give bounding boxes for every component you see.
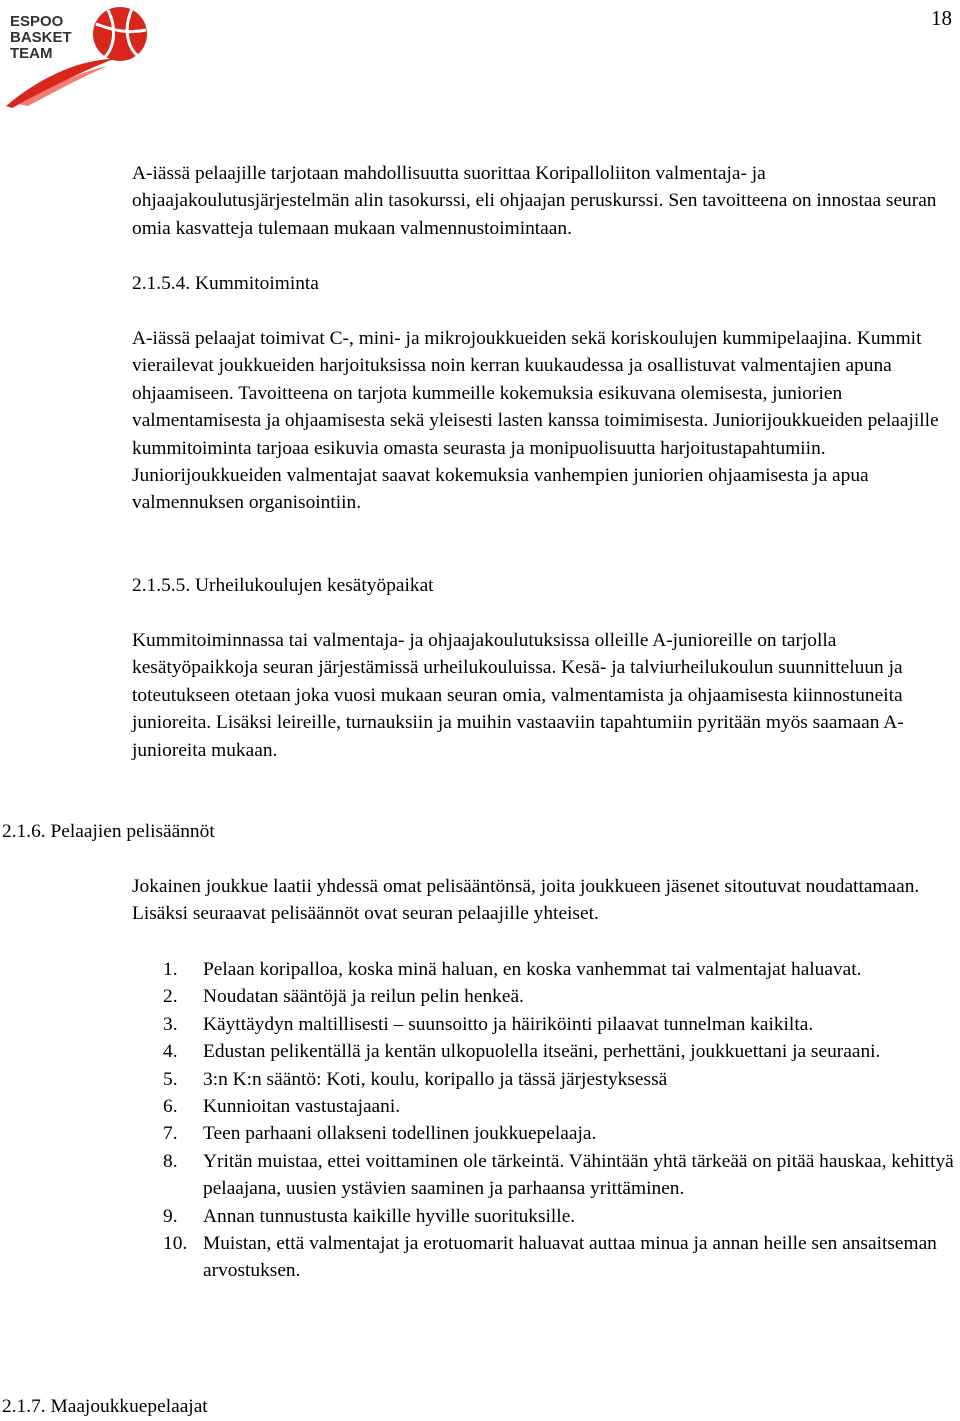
heading-kesatyopaikat: 2.1.5.5. Urheilukoulujen kesätyöpaikat (132, 575, 434, 596)
rule-number: 2. (163, 986, 178, 1008)
paragraph-ohjaajakoulutus: A-iässä pelaajille tarjotaan mahdollisuutta suorittaa Koripalloliiton valmentaja- ja ohjaajakoulutusjärjestelmän alin tasokurssi, eli ohjaajan peruskurssi. Sen tavoitteena on innostaa seuran omia kasvatteja tulemaan mukaan valmennustoimintaan. (132, 163, 937, 239)
rule-text: Annan tunnustusta kaikille hyville suorituksille. (203, 1205, 576, 1227)
rule-number: 7. (163, 1123, 178, 1145)
espoo-basket-team-logo (4, 4, 150, 108)
logo-text-line-1: ESPOO (10, 13, 64, 30)
heading-pelisaannot: 2.1.6. Pelaajien pelisäännöt (2, 821, 215, 842)
rule-item (163, 1230, 959, 1285)
rule-text: Pelaan koripalloa, koska minä haluan, en koska vanhemmat tai valmentajat haluavat. (203, 959, 862, 980)
logo-text-line-3: TEAM (10, 45, 53, 62)
rule-text: 3:n K:n sääntö: Koti, koulu, koripallo ja tässä järjestyksessä (203, 1068, 668, 1090)
heading-kummitoiminta: 2.1.5.4. Kummitoiminta (132, 273, 319, 294)
rule-item (163, 1011, 959, 1038)
rule-text: Yritän muistaa, ettei voittaminen ole tärkeintä. Vähintään yhtä tärkeää on pitää hauskaa, kehittyä pelaajana, uusien ystävien saaminen ja parhaansa yrittäminen. (203, 1150, 954, 1200)
rule-text: Edustan pelikentällä ja kentän ulkopuolella itseäni, perhettäni, joukkuettani ja seuraani. (203, 1041, 881, 1063)
rules-list (163, 956, 959, 1285)
paragraph-kummitoiminta: A-iässä pelaajat toimivat C-, mini- ja mikrojoukkueiden sekä koriskoulujen kummipelaajina. Kummit vierailevat joukkueiden harjoituksissa noin kerran kuukaudessa ja osallistuvat valmentajien apuna ohjaamiseen. Tavoitteena on tarjota kummeille kokemuksia esikuvana olemisesta, juniorien valmentamisesta ja ohjaamisesta sekä yleisesti lasten kanssa toimimisesta. Juniorijoukkueiden pelaajille kummitoiminta tarjoaa esikuvia omasta seurasta ja monipuolisuutta harjoitustapahtumiin. Juniorijoukkueiden valmentajat saavat kokemuksia vanhempien juniorien ohjaamisesta ja apua valmennuksen organisointiin. (132, 328, 939, 514)
heading-maajoukkuepelaajat: 2.1.7. Maajoukkuepelaajat (2, 1396, 208, 1417)
rule-number: 1. (163, 959, 178, 980)
logo-ball (93, 7, 147, 61)
rule-item (163, 1148, 959, 1203)
page-number: 18 (931, 6, 952, 30)
rule-number: 6. (163, 1096, 178, 1118)
rule-item (163, 983, 959, 1010)
rule-item (163, 1093, 959, 1120)
rule-text: Teen parhaani ollakseni todellinen joukkuepelaaja. (203, 1123, 597, 1145)
rule-item (163, 1120, 959, 1147)
rule-number: 9. (163, 1205, 178, 1227)
rule-item (163, 1066, 959, 1093)
rule-text: Muistan, että valmentajat ja erotuomarit haluavat auttaa minua ja annan heille sen ansaitseman arvostuksen. (203, 1233, 937, 1282)
rule-number: 10. (163, 1233, 188, 1255)
rule-item (163, 1038, 959, 1065)
rule-item (163, 956, 959, 983)
logo-text-line-2: BASKET (10, 29, 72, 46)
rule-text: Kunnioitan vastustajaani. (203, 1096, 401, 1118)
paragraph-pelisaannot: Jokainen joukkue laatii yhdessä omat pelisääntönsä, joita joukkueen jäsenet sitoutuvat noudattamaan. Lisäksi seuraavat pelisäännöt ovat seuran pelaajille yhteiset. (132, 876, 920, 925)
rule-number: 8. (163, 1150, 178, 1172)
rule-item (163, 1203, 959, 1230)
rule-text: Noudatan sääntöjä ja reilun pelin henkeä. (203, 986, 524, 1008)
rule-text: Käyttäydyn maltillisesti – suunsoitto ja häiriköinti pilaavat tunnelman kaikilta. (203, 1013, 814, 1035)
rule-number: 5. (163, 1068, 178, 1090)
paragraph-kesatyopaikat: Kummitoiminnassa tai valmentaja- ja ohjaajakoulutuksissa olleille A-junioreille on tarjolla kesätyöpaikkoja seuran järjestämissä urheilukouluissa. Kesä- ja talviurheilukoulun suunnitteluun ja toteutukseen otetaan joka vuosi mukaan seuran omia, valmentamista ja ohjaamisesta kiinnostuneita junioreita. Lisäksi leireille, turnauksiin ja muihin vastaaviin tapahtumiin pyritään myös saamaan A-junioreita mukaan. (132, 630, 904, 761)
rule-number: 3. (163, 1013, 178, 1035)
rule-number: 4. (163, 1041, 178, 1063)
